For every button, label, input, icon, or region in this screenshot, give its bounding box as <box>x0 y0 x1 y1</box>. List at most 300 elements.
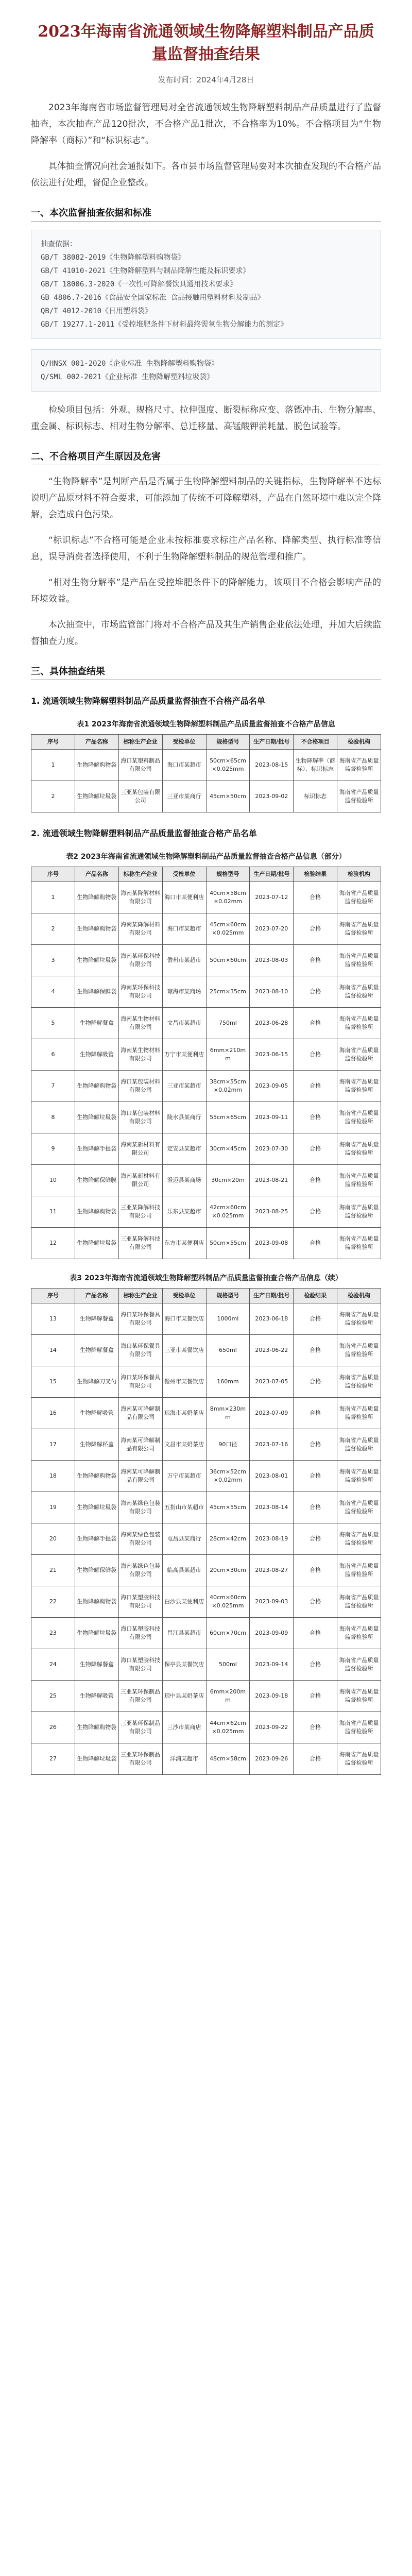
table-cell: 21 <box>31 1555 75 1586</box>
table-cell: 4 <box>31 976 75 1008</box>
table-cell: 海南某降解材料有限公司 <box>118 913 162 945</box>
table-cell: 生物降解刀叉勺 <box>75 1366 118 1398</box>
table-cell: 海南省产品质量监督检验所 <box>337 1102 381 1133</box>
table-cell: 2023-09-03 <box>250 1586 294 1618</box>
table-cell: 白沙县某便利店 <box>162 1586 206 1618</box>
column-header: 检验机构 <box>337 735 381 750</box>
table-row <box>31 1102 381 1133</box>
table-cell: 生物降解垃圾袋 <box>75 1743 118 1775</box>
table-cell: 海南省产品质量监督检验所 <box>337 1492 381 1523</box>
table-cell: 海南某生物材料有限公司 <box>118 1008 162 1039</box>
table-cell: 3 <box>31 945 75 976</box>
table-row <box>31 1618 381 1649</box>
table-cell: 生物降解购物袋 <box>75 1712 118 1743</box>
table-cell: 160mm <box>206 1366 250 1398</box>
table-cell: 合格 <box>294 1303 337 1335</box>
table-cell: 海南省产品质量监督检验所 <box>337 1429 381 1461</box>
table-cell: 22 <box>31 1586 75 1618</box>
table-cell: 20cm×30cm <box>206 1555 250 1586</box>
column-header: 不合格项目 <box>294 735 337 750</box>
column-header: 生产日期/批号 <box>250 1289 294 1303</box>
table-cell: 2023-07-05 <box>250 1366 294 1398</box>
table-cell: 海南省产品质量监督检验所 <box>337 750 381 781</box>
table-cell: 16 <box>31 1398 75 1429</box>
publish-date: 发布时间：2024年4月28日 <box>158 75 254 84</box>
table-cell: 三亚市某商行 <box>162 781 206 812</box>
table-cell: 标识标志 <box>294 781 337 812</box>
table-cell: 生物降解手提袋 <box>75 1523 118 1555</box>
table-cell: 合格 <box>294 1335 337 1366</box>
table-cell: 2023-06-22 <box>250 1335 294 1366</box>
table-cell: 合格 <box>294 1039 337 1071</box>
column-header: 标称生产企业 <box>118 1289 162 1303</box>
column-header: 序号 <box>31 1289 75 1303</box>
table-cell: 2023-08-19 <box>250 1523 294 1555</box>
table2 <box>31 867 381 1259</box>
standard-item: QB/T 4012-2010《日用塑料袋》 <box>41 307 152 315</box>
table-cell: 澄迈县某商场 <box>162 1165 206 1196</box>
table-cell: 合格 <box>294 1228 337 1259</box>
table-row <box>31 1649 381 1681</box>
table3-body <box>31 1303 381 1775</box>
column-header: 受检单位 <box>162 1289 206 1303</box>
table-cell: 2023-08-27 <box>250 1555 294 1586</box>
table3-title: 表3 2023年海南省流通领域生物降解塑料制品产品质量监督抽查合格产品信息（续） <box>70 1274 342 1282</box>
table-cell: 40cm×58cm×0.02mm <box>206 882 250 913</box>
column-header: 生产日期/批号 <box>250 735 294 750</box>
table-cell: 海南省产品质量监督检验所 <box>337 976 381 1008</box>
table-row <box>31 1555 381 1586</box>
table-cell: 海口某包装材料有限公司 <box>118 1071 162 1102</box>
table-cell: 海口某塑胶科技有限公司 <box>118 1586 162 1618</box>
table-cell: 50cm×55cm <box>206 1228 250 1259</box>
table-cell: 三亚某环保制品有限公司 <box>118 1712 162 1743</box>
table-cell: 28cm×42cm <box>206 1523 250 1555</box>
column-header: 产品名称 <box>75 867 118 882</box>
table-cell: 海南省产品质量监督检验所 <box>337 1649 381 1681</box>
table-cell: 三沙市某商店 <box>162 1712 206 1743</box>
section-heading-results: 三、具体抽查结果 <box>31 664 381 680</box>
table-cell: 海口某塑胶科技有限公司 <box>118 1618 162 1649</box>
table-cell: 合格 <box>294 1133 337 1165</box>
table-cell: 海南省产品质量监督检验所 <box>337 1228 381 1259</box>
table-cell: 海南省产品质量监督检验所 <box>337 1039 381 1071</box>
column-header: 产品名称 <box>75 735 118 750</box>
table-cell: 海口某环保餐具有限公司 <box>118 1366 162 1398</box>
table2-title: 表2 2023年海南省流通领域生物降解塑料制品产品质量监督抽查合格产品信息（部分） <box>66 853 346 861</box>
table-cell: 12 <box>31 1228 75 1259</box>
table-cell: 海口某包装材料有限公司 <box>118 1102 162 1133</box>
standard-item: Q/HNSX 001-2020《企业标准 生物降解塑料购物袋》 <box>41 360 218 368</box>
table-row <box>31 1133 381 1165</box>
table-cell: 海口某塑胶科技有限公司 <box>118 1649 162 1681</box>
table-row <box>31 1196 381 1228</box>
table-cell: 2023-09-09 <box>250 1618 294 1649</box>
table-cell: 海南省产品质量监督检验所 <box>337 1196 381 1228</box>
table-cell: 合格 <box>294 1165 337 1196</box>
table-cell: 生物降解购物袋 <box>75 1461 118 1492</box>
table-cell: 海南省产品质量监督检验所 <box>337 1071 381 1102</box>
table-row <box>31 1228 381 1259</box>
table2-heading: 2. 流通领域生物降解塑料制品产品质量监督抽查合格产品名单 <box>31 828 257 838</box>
column-header: 检验机构 <box>337 1289 381 1303</box>
table-cell: 海南某绿色包装有限公司 <box>118 1492 162 1523</box>
table-cell: 90口径 <box>206 1429 250 1461</box>
table-cell: 2023-06-15 <box>250 1039 294 1071</box>
table-cell: 2023-08-21 <box>250 1165 294 1196</box>
table-cell: 儋州市某超市 <box>162 945 206 976</box>
table-cell: 生物降解餐盒 <box>75 1649 118 1681</box>
table-cell: 6mm×210mm <box>206 1039 250 1071</box>
table-cell: 2 <box>31 913 75 945</box>
table-cell: 20 <box>31 1523 75 1555</box>
table-cell: 9 <box>31 1133 75 1165</box>
table-cell: 琼海市某商场 <box>162 976 206 1008</box>
table-cell: 海南省产品质量监督检验所 <box>337 945 381 976</box>
table-cell: 三亚某环保制品有限公司 <box>118 1681 162 1712</box>
column-header: 生产日期/批号 <box>250 867 294 882</box>
table-cell: 生物降解垃圾袋 <box>75 945 118 976</box>
table-cell: 三亚某降解科技有限公司 <box>118 1228 162 1259</box>
table-row <box>31 1712 381 1743</box>
table-cell: 海南某环保科技有限公司 <box>118 976 162 1008</box>
table-cell: 海南省产品质量监督检验所 <box>337 1743 381 1775</box>
table-cell: 生物降解垃圾袋 <box>75 1102 118 1133</box>
table-cell: 三亚某降解科技有限公司 <box>118 1196 162 1228</box>
table3-block <box>31 1273 381 1775</box>
table-cell: 合格 <box>294 1743 337 1775</box>
table-cell: 生物降解垃圾袋 <box>75 1228 118 1259</box>
standard-item: Q/SML 002-2021《企业标准 生物降解塑料垃圾袋》 <box>41 373 214 381</box>
table-cell: 17 <box>31 1429 75 1461</box>
table-cell: 2023-06-28 <box>250 1008 294 1039</box>
table-cell: 1 <box>31 750 75 781</box>
table-cell: 14 <box>31 1335 75 1366</box>
table-cell: 27 <box>31 1743 75 1775</box>
table-cell: 三亚某包装有限公司 <box>118 781 162 812</box>
table-cell: 合格 <box>294 1071 337 1102</box>
table-cell: 19 <box>31 1492 75 1523</box>
table-cell: 生物降解购物袋 <box>75 913 118 945</box>
table-cell: 生物降解吸管 <box>75 1398 118 1429</box>
table-cell: 2023-07-09 <box>250 1398 294 1429</box>
table-cell: 55cm×65cm <box>206 1102 250 1133</box>
table-cell: 30cm×20m <box>206 1165 250 1196</box>
table-cell: 2023-07-12 <box>250 882 294 913</box>
table-cell: 26 <box>31 1712 75 1743</box>
column-header: 检验结果 <box>294 867 337 882</box>
table-cell: 海南某可降解制品有限公司 <box>118 1461 162 1492</box>
basis-lead: 抽查依据： <box>41 240 77 248</box>
table-row <box>31 945 381 976</box>
table-cell: 儋州市某餐饮店 <box>162 1366 206 1398</box>
table-cell: 合格 <box>294 1461 337 1492</box>
table-cell: 海南省产品质量监督检验所 <box>337 1165 381 1196</box>
table-cell: 合格 <box>294 1712 337 1743</box>
table-row <box>31 1008 381 1039</box>
table-cell: 生物降解吸管 <box>75 1039 118 1071</box>
table-cell: 三亚某环保制品有限公司 <box>118 1743 162 1775</box>
table-cell: 合格 <box>294 1398 337 1429</box>
table-row <box>31 1492 381 1523</box>
table-cell: 海南省产品质量监督检验所 <box>337 1461 381 1492</box>
table-cell: 乐东县某超市 <box>162 1196 206 1228</box>
table-cell: 生物降解保鲜袋 <box>75 976 118 1008</box>
table2-header-row <box>31 867 381 882</box>
table-cell: 生物降解购物袋 <box>75 1196 118 1228</box>
table-cell: 海南某环保科技有限公司 <box>118 945 162 976</box>
table-cell: 海南某新材料有限公司 <box>118 1133 162 1165</box>
table-row <box>31 781 381 812</box>
table-cell: 海南省产品质量监督检验所 <box>337 1586 381 1618</box>
table-cell: 海南某绿色包装有限公司 <box>118 1523 162 1555</box>
table-cell: 文昌市某超市 <box>162 1008 206 1039</box>
table-cell: 2023-09-08 <box>250 1228 294 1259</box>
table2-block <box>31 851 381 1259</box>
table-cell: 万宁市某便利店 <box>162 1039 206 1071</box>
table-cell: 屯昌县某商行 <box>162 1523 206 1555</box>
table-cell: 海南某新材料有限公司 <box>118 1165 162 1196</box>
table-cell: 昌江县某超市 <box>162 1618 206 1649</box>
table-cell: 陵水县某商行 <box>162 1102 206 1133</box>
table-cell: 2023-09-05 <box>250 1071 294 1102</box>
table-cell: 洋浦某超市 <box>162 1743 206 1775</box>
table-cell: 琼中县某奶茶店 <box>162 1681 206 1712</box>
table-row <box>31 1681 381 1712</box>
table-cell: 45cm×55cm <box>206 1492 250 1523</box>
table-cell: 合格 <box>294 882 337 913</box>
standard-item: GB 4806.7-2016《食品安全国家标准 食品接触用塑料材料及制品》 <box>41 294 265 302</box>
table-cell: 2023-06-18 <box>250 1303 294 1335</box>
table-row <box>31 1303 381 1335</box>
harm-paragraph-3: “相对生物分解率”是产品在受控堆肥条件下的降解能力，该项目不合格会影响产品的环境效益。 <box>31 578 381 604</box>
section-heading-basis: 一、本次监督抽查依据和标准 <box>31 206 381 222</box>
table-cell: 生物降解手提袋 <box>75 1133 118 1165</box>
table-cell: 15 <box>31 1366 75 1398</box>
table1-heading: 1. 流通领域生物降解塑料制品产品质量监督抽查不合格产品名单 <box>31 696 265 706</box>
column-header: 受检单位 <box>162 735 206 750</box>
table-row <box>31 913 381 945</box>
table-cell: 42cm×60cm×0.025mm <box>206 1196 250 1228</box>
table-cell: 2023-07-16 <box>250 1429 294 1461</box>
table-cell: 海口某环保餐具有限公司 <box>118 1335 162 1366</box>
table-cell: 2023-07-20 <box>250 913 294 945</box>
table-cell: 生物降解垃圾袋 <box>75 781 118 812</box>
table-cell: 25 <box>31 1681 75 1712</box>
column-header: 规格型号 <box>206 867 250 882</box>
article-title: 2023年海南省流通领域生物降解塑料制品产品质量监督抽查结果 <box>38 23 374 63</box>
table-row <box>31 882 381 913</box>
table-cell: 6mm×200mm <box>206 1681 250 1712</box>
table-cell: 合格 <box>294 1102 337 1133</box>
intro-paragraph-2: 具体抽查情况向社会通报如下。各市县市场监督管理局要对本次抽查发现的不合格产品依法进行处理，督促企业整改。 <box>31 161 381 188</box>
table-cell: 合格 <box>294 945 337 976</box>
table-cell: 保亭县某餐饮店 <box>162 1649 206 1681</box>
table1-body <box>31 750 381 812</box>
table-cell: 25cm×35cm <box>206 976 250 1008</box>
table-cell: 2023-09-11 <box>250 1102 294 1133</box>
table-cell: 2023-08-01 <box>250 1461 294 1492</box>
table-cell: 万宁市某超市 <box>162 1461 206 1492</box>
table-cell: 定安县某超市 <box>162 1133 206 1165</box>
table-cell: 6 <box>31 1039 75 1071</box>
table-row <box>31 1366 381 1398</box>
table-cell: 50cm×60cm <box>206 945 250 976</box>
table-row <box>31 1335 381 1366</box>
table-cell: 500ml <box>206 1649 250 1681</box>
table-cell: 2023-09-26 <box>250 1743 294 1775</box>
table-cell: 海南省产品质量监督检验所 <box>337 1618 381 1649</box>
table-cell: 海南某生物材料有限公司 <box>118 1039 162 1071</box>
table-cell: 生物降解购物袋 <box>75 1586 118 1618</box>
table-cell: 海口市某超市 <box>162 750 206 781</box>
table-cell: 生物降解购物袋 <box>75 750 118 781</box>
table-cell: 2023-08-15 <box>250 750 294 781</box>
table-cell: 生物降解吸管 <box>75 1681 118 1712</box>
table-cell: 合格 <box>294 1492 337 1523</box>
table-cell: 50cm×65cm×0.025mm <box>206 750 250 781</box>
table-row <box>31 976 381 1008</box>
table-cell: 11 <box>31 1196 75 1228</box>
table-cell: 40cm×60cm×0.025mm <box>206 1586 250 1618</box>
column-header: 序号 <box>31 867 75 882</box>
standards-box-a <box>31 230 381 339</box>
column-header: 检验机构 <box>337 867 381 882</box>
intro-paragraph-1: 2023年海南省市场监督管理局对全省流通领域生物降解塑料制品产品质量进行了监督抽查，本次抽查产品120批次，不合格产品1批次，不合格率为10%。不合格项目为“生物降解率（商标）”和“标识标志”。 <box>31 103 381 146</box>
table-cell: 海南省产品质量监督检验所 <box>337 1303 381 1335</box>
harm-paragraph-2: “标识标志”不合格可能是企业未按标准要求标注产品名称、降解类型、执行标准等信息，误导消费者选择使用，不利于生物降解塑料制品的规范管理和推广。 <box>31 535 381 562</box>
standard-item: GB/T 41010-2021《生物降解塑料与制品降解性能及标识要求》 <box>41 267 250 275</box>
column-header: 序号 <box>31 735 75 750</box>
table-cell: 750ml <box>206 1008 250 1039</box>
table-row <box>31 1165 381 1196</box>
table-cell: 海南省产品质量监督检验所 <box>337 1398 381 1429</box>
table-row <box>31 1743 381 1775</box>
table-cell: 30cm×45cm <box>206 1133 250 1165</box>
table-cell: 海南省产品质量监督检验所 <box>337 1523 381 1555</box>
table-cell: 45cm×60cm×0.025mm <box>206 913 250 945</box>
table-cell: 13 <box>31 1303 75 1335</box>
table-cell: 海南某可降解制品有限公司 <box>118 1429 162 1461</box>
table-row <box>31 1071 381 1102</box>
table1 <box>31 734 381 812</box>
table-row <box>31 1398 381 1429</box>
table1-header-row <box>31 735 381 750</box>
closing-paragraph: 本次抽查中，市场监管部门将对不合格产品及其生产销售企业依法处理，并加大后续监督抽查力度。 <box>31 620 381 647</box>
table-cell: 2023-08-14 <box>250 1492 294 1523</box>
table3 <box>31 1288 381 1775</box>
table-cell: 8 <box>31 1102 75 1133</box>
table-cell: 10 <box>31 1165 75 1196</box>
table-cell: 海南省产品质量监督检验所 <box>337 1712 381 1743</box>
table-cell: 23 <box>31 1618 75 1649</box>
table-cell: 合格 <box>294 1618 337 1649</box>
table-cell: 2023-08-25 <box>250 1196 294 1228</box>
harm-paragraph-1: “生物降解率”是判断产品是否属于生物降解塑料制品的关键指标，生物降解率不达标说明产品原材料不符合要求，可能添加了传统不可降解塑料，产品在自然环境中难以完全降解，会造成白色污染。 <box>31 477 381 520</box>
table-cell: 海南某绿色包装有限公司 <box>118 1555 162 1586</box>
column-header: 检验结果 <box>294 1289 337 1303</box>
table-cell: 生物降解购物袋 <box>75 1071 118 1102</box>
table-cell: 合格 <box>294 1196 337 1228</box>
table-cell: 生物降解垃圾袋 <box>75 1492 118 1523</box>
table-cell: 海口市某超市 <box>162 913 206 945</box>
table-cell: 合格 <box>294 976 337 1008</box>
column-header: 标称生产企业 <box>118 735 162 750</box>
table-cell: 海口某塑料制品有限公司 <box>118 750 162 781</box>
table-cell: 8mm×230mm <box>206 1398 250 1429</box>
table-cell: 海南省产品质量监督检验所 <box>337 1681 381 1712</box>
table1-title: 表1 2023年海南省流通领域生物降解塑料制品产品质量监督抽查不合格产品信息 <box>77 720 335 728</box>
standards-box-b <box>31 349 381 392</box>
table-cell: 生物降解保鲜膜 <box>75 1165 118 1196</box>
table-cell: 生物降解餐盒 <box>75 1335 118 1366</box>
standard-item: GB/T 19277.1-2011《受控堆肥条件下材料最终需氧生物分解能力的测定》 <box>41 320 288 329</box>
column-header: 规格型号 <box>206 735 250 750</box>
table-cell: 18 <box>31 1461 75 1492</box>
table-cell: 文昌市某奶茶店 <box>162 1429 206 1461</box>
table-cell: 合格 <box>294 1586 337 1618</box>
table-cell: 2023-09-02 <box>250 781 294 812</box>
table-cell: 5 <box>31 1008 75 1039</box>
table-cell: 琼海市某奶茶店 <box>162 1398 206 1429</box>
table-row <box>31 1429 381 1461</box>
table-cell: 生物降解购物袋 <box>75 882 118 913</box>
table-cell: 临高县某超市 <box>162 1555 206 1586</box>
table-cell: 36cm×52cm×0.02mm <box>206 1461 250 1492</box>
table-cell: 海南某可降解制品有限公司 <box>118 1398 162 1429</box>
table-cell: 2023-08-10 <box>250 976 294 1008</box>
table-cell: 2023-07-30 <box>250 1133 294 1165</box>
table-cell: 海南省产品质量监督检验所 <box>337 1133 381 1165</box>
table-row <box>31 1586 381 1618</box>
table-cell: 1 <box>31 882 75 913</box>
table-cell: 海口某环保餐具有限公司 <box>118 1303 162 1335</box>
standard-item: GB/T 18006.3-2020《一次性可降解餐饮具通用技术要求》 <box>41 280 237 289</box>
table-cell: 三亚市某超市 <box>162 1071 206 1102</box>
table1-block <box>31 719 381 812</box>
table3-header-row <box>31 1289 381 1303</box>
column-header: 规格型号 <box>206 1289 250 1303</box>
table-cell: 五指山市某超市 <box>162 1492 206 1523</box>
table-cell: 海南省产品质量监督检验所 <box>337 781 381 812</box>
table-cell: 45cm×50cm <box>206 781 250 812</box>
table-cell: 海南省产品质量监督检验所 <box>337 1555 381 1586</box>
table-cell: 生物降解餐盒 <box>75 1303 118 1335</box>
table-row <box>31 1523 381 1555</box>
table-cell: 2023-09-22 <box>250 1712 294 1743</box>
table-cell: 7 <box>31 1071 75 1102</box>
table-row <box>31 750 381 781</box>
table-cell: 合格 <box>294 1366 337 1398</box>
table-cell: 1000ml <box>206 1303 250 1335</box>
table-cell: 海南某降解材料有限公司 <box>118 882 162 913</box>
table-cell: 2 <box>31 781 75 812</box>
table-cell: 44cm×62cm×0.025mm <box>206 1712 250 1743</box>
table-cell: 60cm×70cm <box>206 1618 250 1649</box>
table-cell: 东方市某便利店 <box>162 1228 206 1259</box>
table-cell: 生物降解餐盒 <box>75 1008 118 1039</box>
table-cell: 生物降解杯盖 <box>75 1429 118 1461</box>
table-cell: 合格 <box>294 913 337 945</box>
table2-body <box>31 882 381 1259</box>
table-cell: 合格 <box>294 1681 337 1712</box>
column-header: 标称生产企业 <box>118 867 162 882</box>
table-cell: 海南省产品质量监督检验所 <box>337 1335 381 1366</box>
table-cell: 生物降解率（商标）、标识标志 <box>294 750 337 781</box>
table-cell: 海南省产品质量监督检验所 <box>337 1008 381 1039</box>
table-cell: 合格 <box>294 1649 337 1681</box>
table-cell: 海口市某餐饮店 <box>162 1303 206 1335</box>
